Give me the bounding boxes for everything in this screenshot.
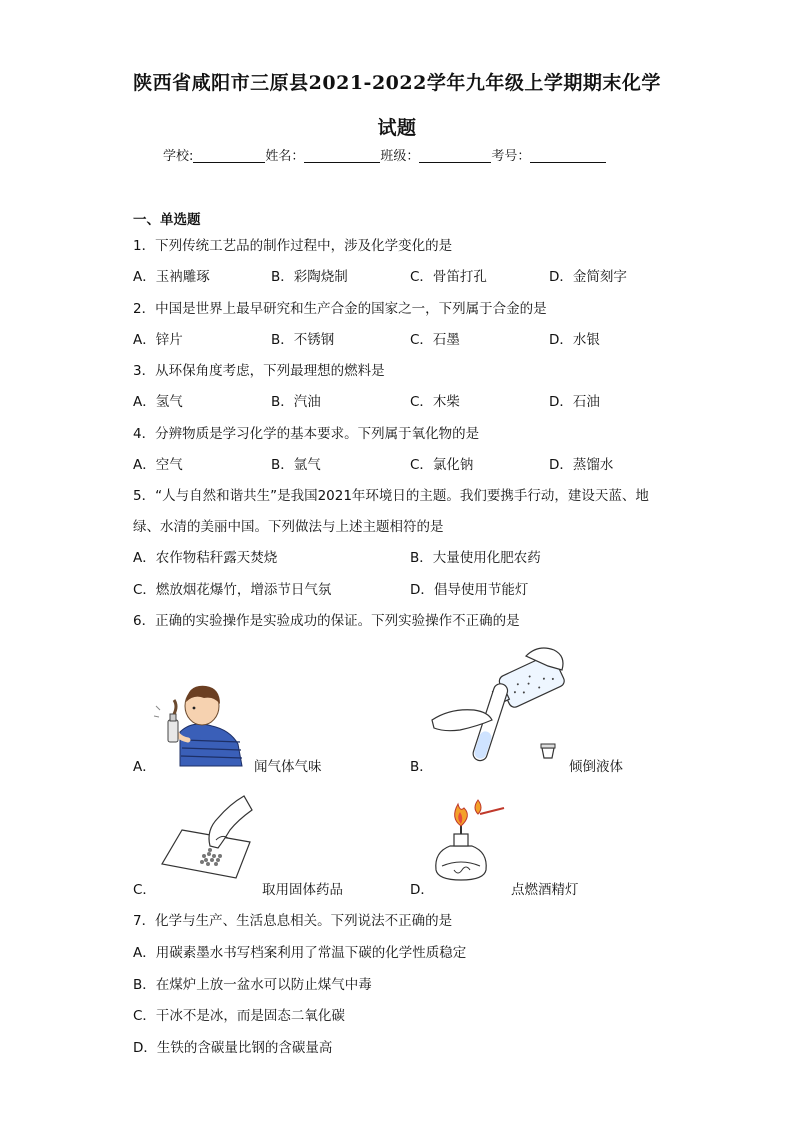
question-4-stem: 4．分辨物质是学习化学的基本要求。下列属于氧化物的是 [133, 426, 480, 442]
school-blank[interactable] [193, 148, 265, 163]
question-7-stem: 7．化学与生产、生活息息相关。下列说法不正确的是 [133, 913, 453, 929]
name-label: 姓名： [265, 149, 305, 164]
q7-option-c[interactable]: C．干冰不是冰，而是固态二氧化碳 [133, 1008, 345, 1024]
question-5-stem-line2: 绿、水清的美丽中国。下列做法与上述主题相符的是 [133, 519, 444, 535]
q5-option-c[interactable]: C．燃放烟花爆竹，增添节日气氛 [133, 582, 332, 598]
question-6-stem: 6．正确的实验操作是实验成功的保证。下列实验操作不正确的是 [133, 613, 520, 629]
q3-option-a[interactable]: A．氢气 [133, 394, 183, 410]
class-label: 班级： [380, 149, 420, 164]
q6-option-a-letter[interactable]: A． [133, 759, 156, 775]
exam-no-blank[interactable] [530, 148, 606, 163]
q3-option-c[interactable]: C．木柴 [410, 394, 460, 410]
page-title-line2: 试题 [377, 117, 417, 139]
q6-option-a-caption: 闻气体气味 [254, 759, 322, 775]
q6-option-d-caption: 点燃酒精灯 [511, 882, 579, 898]
q1-option-a[interactable]: A．玉衲雕琢 [133, 269, 210, 285]
question-5-stem-line1: 5．“人与自然和谐共生”是我国2021年环境日的主题。我们要携手行动，建设天蓝、地 [133, 488, 649, 504]
smelling-gas-illustration-icon [152, 670, 252, 770]
taking-solid-illustration-icon [160, 790, 255, 880]
q3-option-d[interactable]: D．石油 [549, 394, 600, 410]
q2-option-d[interactable]: D．水银 [549, 332, 600, 348]
student-info-row [163, 145, 606, 164]
q6-option-c-letter[interactable]: C． [133, 882, 156, 898]
q4-option-c[interactable]: C．氯化钠 [410, 457, 474, 473]
q4-option-a[interactable]: A．空气 [133, 457, 183, 473]
q6-option-b-letter[interactable]: B． [410, 759, 433, 775]
q2-option-a[interactable]: A．锌片 [133, 332, 183, 348]
exam-no-label: 考号： [491, 149, 531, 164]
q5-option-b[interactable]: B．大量使用化肥农药 [410, 550, 541, 566]
q6-option-c-caption: 取用固体药品 [262, 882, 343, 898]
q7-option-b[interactable]: B．在煤炉上放一盆水可以防止煤气中毒 [133, 977, 372, 993]
question-3-stem: 3．从环保角度考虑，下列最理想的燃料是 [133, 363, 385, 379]
q3-option-b[interactable]: B．汽油 [271, 394, 321, 410]
q6-option-d-letter[interactable]: D． [410, 882, 434, 898]
q7-option-a[interactable]: A．用碳素墨水书写档案利用了常温下碳的化学性质稳定 [133, 945, 467, 961]
q4-option-d[interactable]: D．蒸馏水 [549, 457, 614, 473]
q5-option-a[interactable]: A．农作物秸秆露天焚烧 [133, 550, 278, 566]
pouring-liquid-illustration-icon [430, 640, 580, 770]
name-blank[interactable] [304, 148, 380, 163]
q4-option-b[interactable]: B．氩气 [271, 457, 321, 473]
q1-option-b[interactable]: B．彩陶烧制 [271, 269, 348, 285]
question-1-stem: 1．下列传统工艺品的制作过程中，涉及化学变化的是 [133, 238, 453, 254]
school-label: 学校: [163, 149, 194, 164]
q6-option-b-caption: 倾倒液体 [569, 759, 623, 775]
q1-option-c[interactable]: C．骨笛打孔 [410, 269, 487, 285]
question-2-stem: 2．中国是世界上最早研究和生产合金的国家之一，下列属于合金的是 [133, 301, 547, 317]
section-heading: 一、单选题 [133, 212, 201, 228]
q2-option-b[interactable]: B．不锈钢 [271, 332, 335, 348]
page-title-line1: 陕西省咸阳市三原县2021-2022学年九年级上学期期末化学 [133, 72, 661, 94]
class-blank[interactable] [419, 148, 491, 163]
q5-option-d[interactable]: D．倡导使用节能灯 [410, 582, 529, 598]
q7-option-d[interactable]: D．生铁的含碳量比钢的含碳量高 [133, 1040, 333, 1056]
lighting-alcohol-lamp-illustration-icon [428, 800, 508, 885]
q1-option-d[interactable]: D．金简刻字 [549, 269, 627, 285]
q2-option-c[interactable]: C．石墨 [410, 332, 460, 348]
